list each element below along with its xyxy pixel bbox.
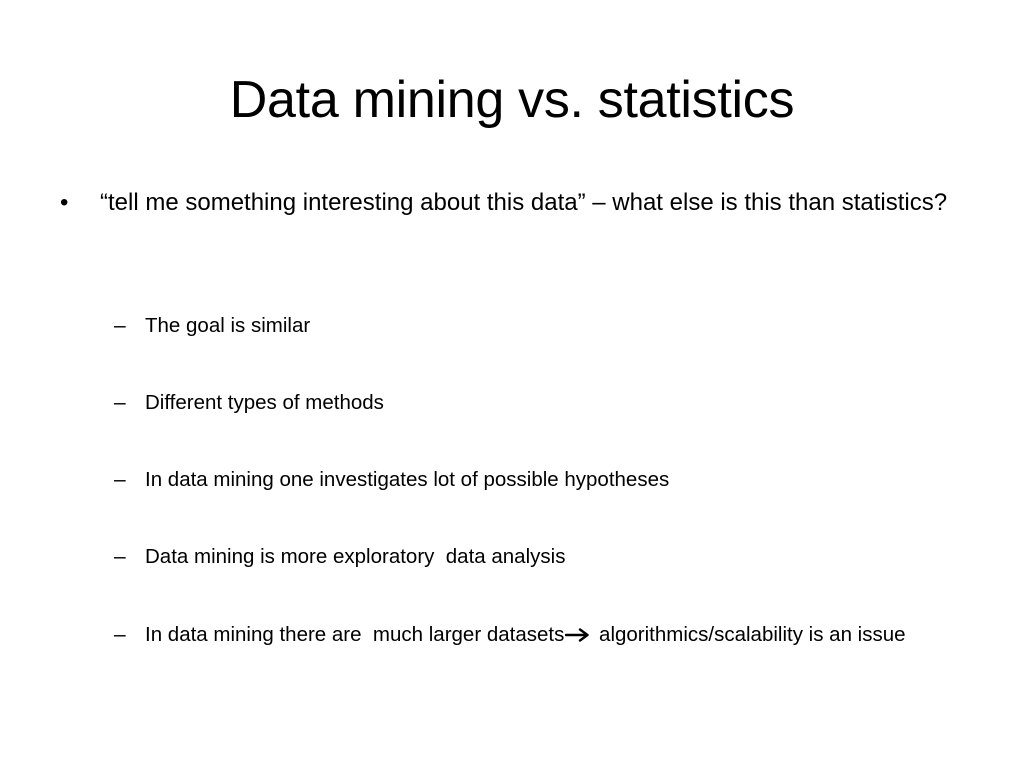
bullet-marker: • xyxy=(60,189,69,216)
sub-bullet-text: The goal is similar xyxy=(145,314,311,337)
sub-bullet-text: Data mining is more exploratory data analysis xyxy=(145,545,566,568)
sub-bullet-text-before-arrow: In data mining there are much larger datasets xyxy=(145,623,565,646)
main-bullet-text: “tell me something interesting about this data” – what else is this than statistics? xyxy=(100,189,948,216)
sub-bullet-text: Different types of methods xyxy=(145,391,384,414)
dash-marker: – xyxy=(114,545,126,568)
sub-bullet-text xyxy=(145,620,955,650)
right-arrow-icon xyxy=(565,628,591,642)
sub-bullet-text-after-arrow: algorithmics/scalability is an issue xyxy=(593,623,906,646)
slide-title: Data mining vs. statistics xyxy=(229,71,795,129)
sub-bullet-text: In data mining one investigates lot of possible hypotheses xyxy=(145,468,670,491)
dash-marker: – xyxy=(114,314,126,337)
dash-marker: – xyxy=(114,623,126,646)
dash-marker: – xyxy=(114,391,126,414)
dash-marker: – xyxy=(114,468,126,491)
